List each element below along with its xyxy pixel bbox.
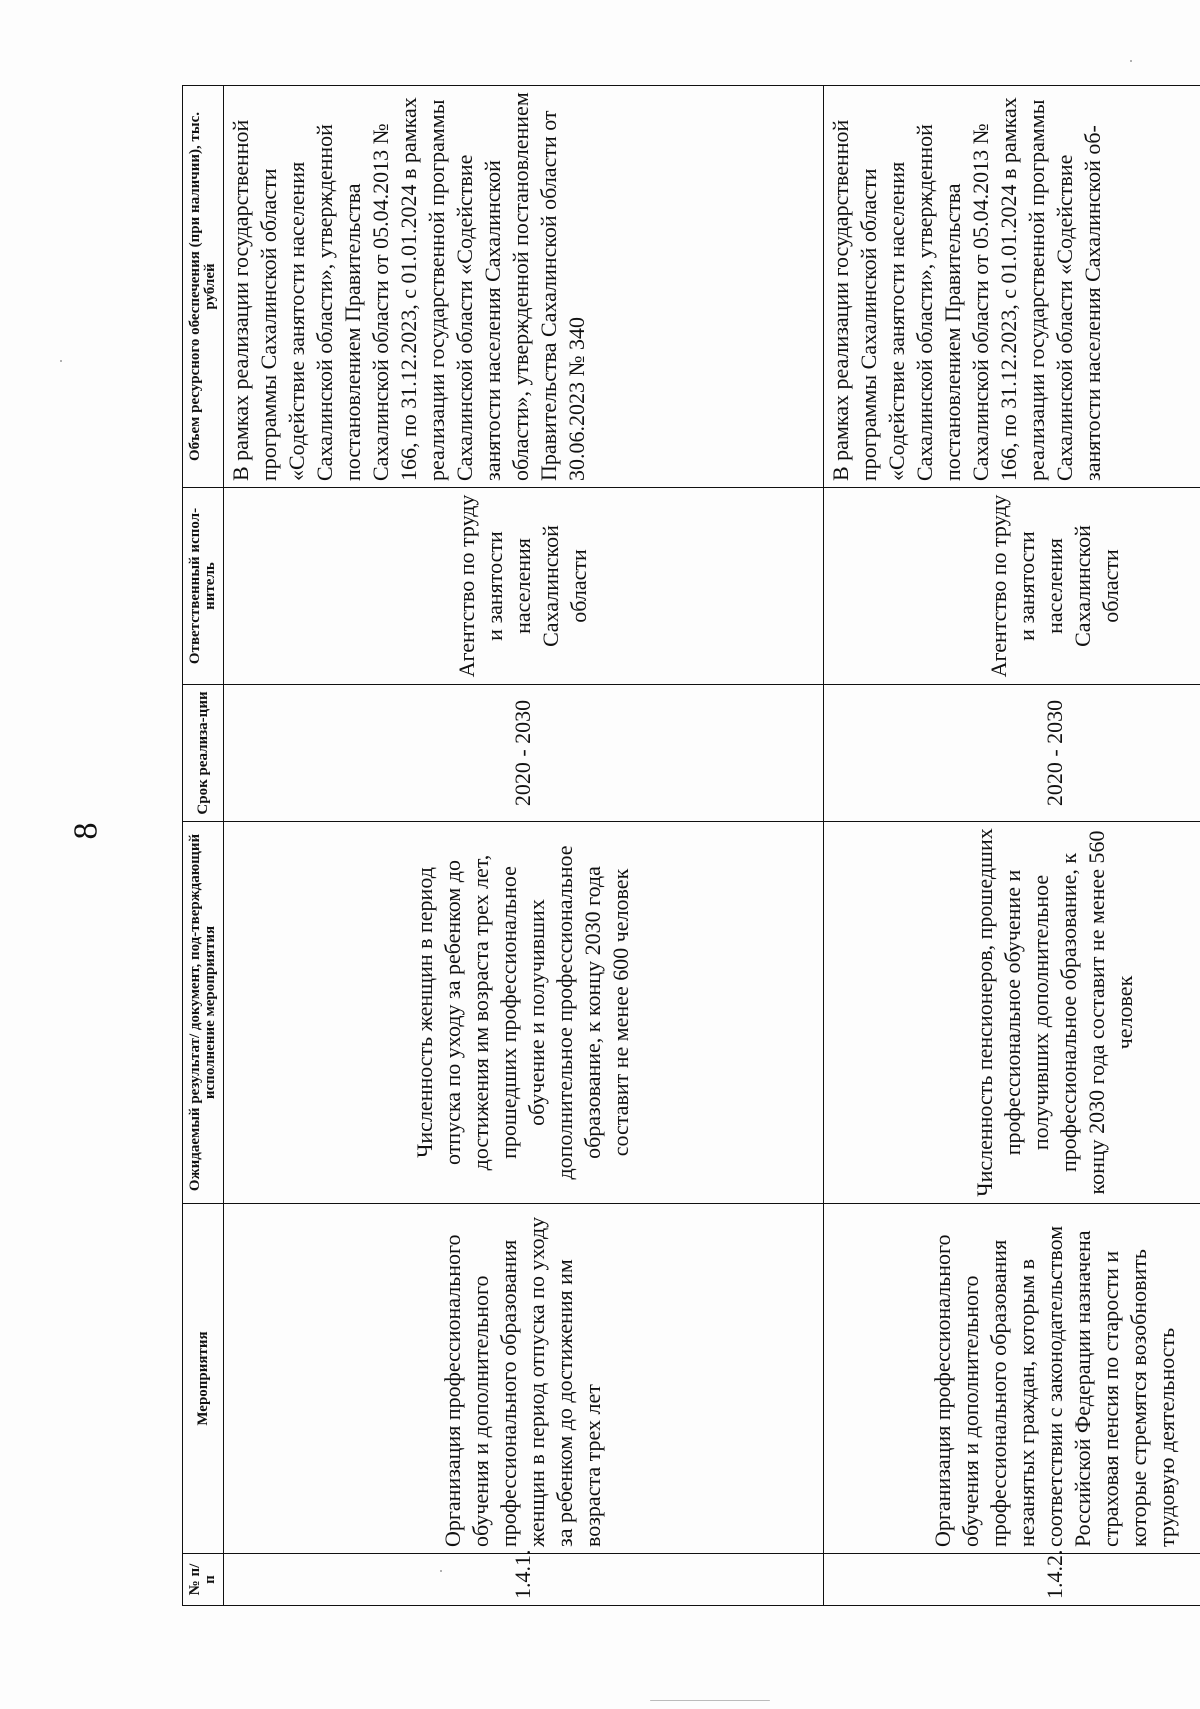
header-num: № п/п [183,1554,224,1606]
scan-edge-mark [650,1700,770,1701]
rotated-sheet [182,86,1200,1606]
row-activity: Организация профессионального обучения и дополнительного профессионального образования женщин в период отпуска по уходу за ребенком до достижения им возраста трех лет [224,1204,824,1554]
header-executor: Ответственный испол-нитель [183,488,224,685]
row-number: 1.4.1. [224,1554,824,1606]
row-result: Численность женщин в период отпуска по уходу за ребенком до достижения им возраста трех лет, прошедших профессиональное обучение и получивших дополнительное профессиональное образование, к концу 2030 года составит не менее 600 человек [224,822,824,1204]
row-term: 2020 - 2030 [224,685,824,822]
page-number: 8 [67,822,105,840]
scan-speck [60,360,62,362]
row-executor: Агентство по труду и занятости населения Сахалинской области [823,488,1200,685]
activities-table [182,85,1200,1606]
table-row [224,86,824,1606]
row-funding: В рамках реализации государственной программы Сахалинской области «Содействие занятости населения Сахалинской области», утвержденной постановлением Правительства Сахалинской области от 05.04.2013 № 166, по 31.12.2023, с 01.01.2024 в рамках реализации государственной программы Сахалинской области «Содействие занятости населения Сахалинской об- [823,86,1200,488]
table-row [823,86,1200,1606]
row-activity: Организация профессионального обучения и дополнительного профессионального образования незанятых граждан, которым в соответствии с законодательством Российской Федерации назначена страховая пенсия по старости и которые стремятся возобновить трудовую деятельность [823,1204,1200,1554]
row-term: 2020 - 2030 [823,685,1200,822]
scan-speck [1130,60,1132,62]
table-header-row [183,86,224,1606]
row-funding: В рамках реализации государственной программы Сахалинской области «Содействие занятости населения Сахалинской области», утвержденной постановлением Правительства Сахалинской области от 05.04.2013 № 166, по 31.12.2023, с 01.01.2024 в рамках реализации государственной программы Сахалинской области «Содействие занятости населения Сахалинской области», утвержденной постановлением Правительства Сахалинской области от 30.06.2023 № 340 [224,86,824,488]
header-result: Ожидаемый результат/ документ, под-тверждающий исполнение мероприятия [183,822,224,1204]
row-executor: Агентство по труду и занятости населения Сахалинской области [224,488,824,685]
row-result: Численность пенсионеров, прошедших профессиональное обучение и получивших дополнительное профессиональное образование, к концу 2030 года составит не менее 560 человек [823,822,1200,1204]
rotated-table-container [182,86,1200,1606]
header-funding: Объем ресурсного обеспечения (при наличии), тыс. рублей [183,86,224,488]
header-term: Срок реализа-ции [183,685,224,822]
scan-speck [440,1570,442,1572]
row-number: 1.4.2. [823,1554,1200,1606]
header-activity: Мероприятия [183,1204,224,1554]
